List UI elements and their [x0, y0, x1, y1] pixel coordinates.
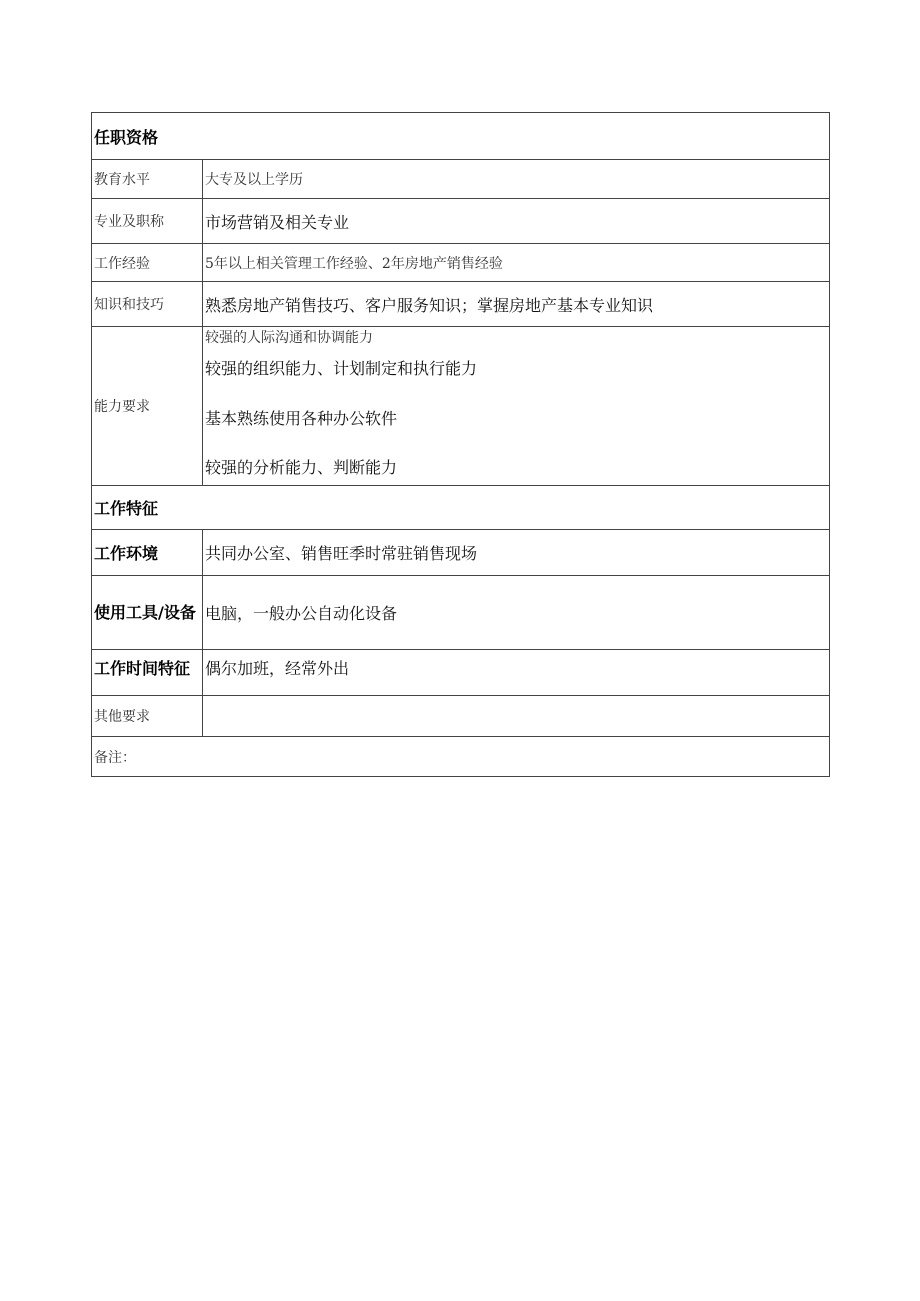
work-time-label: 工作时间特征: [92, 650, 203, 696]
major-label: 专业及职称: [92, 199, 203, 244]
other-value: [203, 696, 830, 737]
other-label: 其他要求: [92, 696, 203, 737]
table-row-education: [92, 160, 830, 199]
major-value: 市场营销及相关专业: [203, 199, 830, 244]
table-row-knowledge: [92, 282, 830, 327]
table-row-work-time: [92, 650, 830, 696]
education-label: 教育水平: [92, 160, 203, 199]
remarks-label: 备注：: [92, 737, 830, 777]
experience-value: 5年以上相关管理工作经验、2年房地产销售经验: [203, 244, 830, 282]
section-row-work-features: [92, 486, 830, 530]
knowledge-value: 熟悉房地产销售技巧、客户服务知识；掌握房地产基本专业知识: [203, 282, 830, 327]
ability-item: 基本熟练使用各种办公软件: [205, 409, 398, 428]
knowledge-label: 知识和技巧: [92, 282, 203, 327]
table-row-other: [92, 696, 830, 737]
table-row-tools: [92, 576, 830, 650]
environment-value: 共同办公室、销售旺季时常驻销售现场: [203, 530, 830, 576]
ability-item: 较强的组织能力、计划制定和执行能力: [205, 359, 478, 378]
table-row-environment: [92, 530, 830, 576]
tools-value: 电脑，一般办公自动化设备: [203, 576, 830, 650]
ability-item: 较强的分析能力、判断能力: [205, 458, 398, 477]
section-title-work-features: 工作特征: [92, 486, 830, 530]
table-row-ability: [92, 327, 830, 486]
section-row-qualifications: [92, 113, 830, 160]
table-row-experience: [92, 244, 830, 282]
ability-label: 能力要求: [92, 327, 203, 486]
table-row-major: [92, 199, 830, 244]
ability-item: 较强的人际沟通和协调能力: [205, 330, 373, 346]
environment-label: 工作环境: [92, 530, 203, 576]
table-row-remarks: [92, 737, 830, 777]
education-value: 大专及以上学历: [203, 160, 830, 199]
work-time-value: 偶尔加班，经常外出: [203, 650, 830, 696]
ability-list: [203, 327, 830, 486]
tools-label: 使用工具/设备: [92, 576, 203, 650]
job-description-table: [91, 112, 830, 777]
experience-label: 工作经验: [92, 244, 203, 282]
section-title-qualifications: 任职资格: [92, 113, 830, 160]
